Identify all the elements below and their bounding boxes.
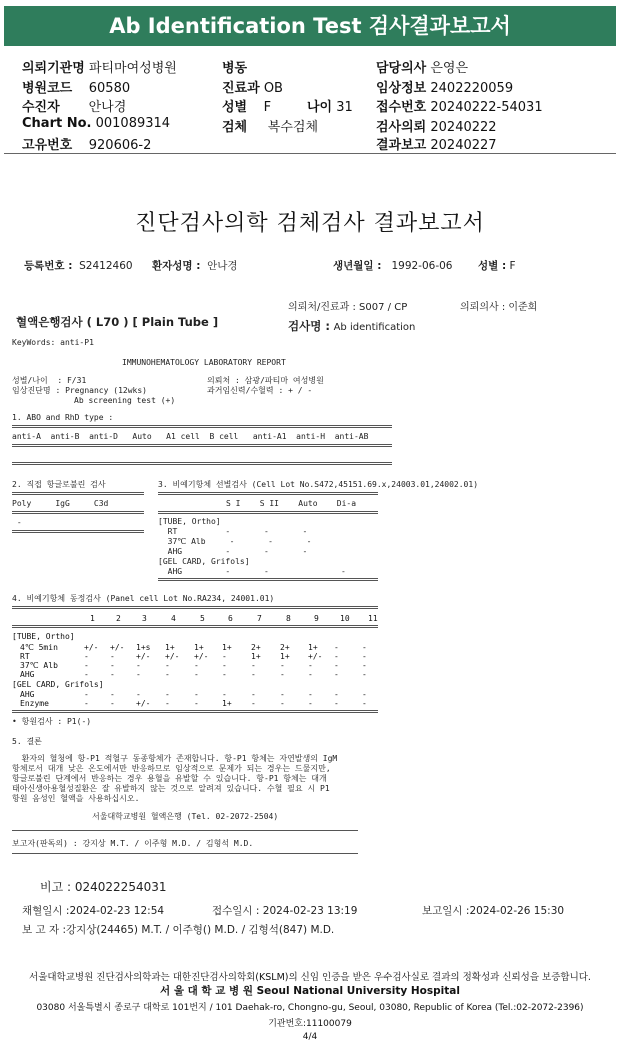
panel-cell: 1+ [222,699,232,708]
panel-cell: 2+ [280,643,290,652]
remark: 비고 : 024022254031 [40,880,167,894]
dept-field: 진료과 OB [222,81,283,96]
test-name: 검사명 : Ab identification [288,319,416,333]
panel-cell: - [222,690,227,699]
certification-note: 서울대학교병원 진단검사의학과는 대한진단검사의학회(KSLM)의 신임 인증을 받은 우수검사실로 결과의 정확성과 신뢰성을 보증합니다. [29,972,591,983]
conclusion-line: 태아신생아용혈성질환은 잘 유발하지 않는 것으로 알려져 있습니다. 수혈 필요 시 P1 [12,784,330,793]
panel-col-header: 4 [171,614,176,623]
rule [12,444,392,447]
request-date-field: 검사의뢰 20240222 [376,120,497,135]
rule [12,830,358,831]
panel-cell: - [280,690,285,699]
patient-sex: 성별 : F [478,260,516,272]
hospital-name: 서 울 대 학 교 병 원 Seoul National University Hospital [160,985,460,997]
panel-col-header: 2 [116,614,121,623]
history-line: 과거임신력/수혈력 : + / - [207,386,313,395]
panel-cell: - [136,690,141,699]
panel-cell: - [308,661,313,670]
hospital-code-field: 병원코드 60580 [22,81,131,96]
chart-number-field: Chart No. 001089314 [22,116,171,131]
panel-cell: - [136,661,141,670]
rule [12,425,392,428]
panel-cell: - [334,690,339,699]
unique-id-field: 고유번호 920606-2 [22,138,152,153]
panel-cell: - [334,643,339,652]
sex-field: 성별 F [222,100,272,115]
panel-cell: - [280,670,285,679]
panel-cell: - [110,652,115,661]
reg-number: 등록번호 : S2412460 [24,260,133,272]
panel-cell: - [334,652,339,661]
rule [12,462,392,465]
panel-cell: - [251,661,256,670]
requesting-doctor: 의뢰의사 : 이준희 [460,302,538,313]
panel-cell: - [251,690,256,699]
screen-header: S I S II Auto Di-a [226,499,357,508]
panel-cell: - [251,699,256,708]
panel-cell: 1+ [280,652,290,661]
panel-cell: - [334,661,339,670]
panel-cell: - [308,699,313,708]
screen-row: [GEL CARD, Grifols] [158,557,250,566]
panel-cell: - [165,661,170,670]
rule [158,578,378,581]
org-code: 기관번호:11100079 [268,1019,352,1029]
panel-row-label: Enzyme [20,699,49,708]
screen-title: 3. 비예기항체 선별검사 (Cell Lot No.S472,45151.69.x,24003.01,24002.01) [158,480,479,489]
panel-cell: - [194,661,199,670]
abo-header: anti-A anti-B anti-D Auto A1 cell B cell anti-A1 anti-H anti-AB [12,432,369,441]
panel-cell: 2+ [251,643,261,652]
panel-group-label: [GEL CARD, Grifols] [12,680,104,689]
rule [12,606,378,609]
panel-col-header: 6 [228,614,233,623]
header-divider [4,153,616,154]
rule [12,530,144,533]
panel-cell: - [136,670,141,679]
panel-col-header: 8 [286,614,291,623]
panel-cell: - [222,652,227,661]
panel-col-header: 3 [142,614,147,623]
screen-row: 37℃ Alb - - - [158,537,312,546]
panel-cell: - [362,661,367,670]
conclusion-line: 항원 음성인 혈액을 사용하십시오. [12,794,140,803]
panel-cell: - [222,661,227,670]
received-time: 접수일시 : 2024-02-23 13:19 [212,905,358,917]
panel-cell: - [194,699,199,708]
panel-cell: +/- [194,652,209,661]
dept-line: 의뢰처/진료과 : S007 / CP [288,302,408,313]
hospital-address: 03080 서울특별시 종로구 대학로 101번지 / 101 Daehak-ro, Chongno-gu, Seoul, 03080, Republic of Korea (Tel.:02-2072-2396) [36,1003,584,1013]
client-field: 의뢰기관명 파티마여성병원 [22,61,177,76]
reported-time: 보고일시 :2024-02-26 15:30 [422,905,565,917]
panel-cell: - [110,670,115,679]
panel-cell: 1+ [194,643,204,652]
panel-cell: +/- [136,652,151,661]
panel-row-label: RT [20,652,30,661]
panel-title: 4. 비예기항체 동정검사 (Panel cell Lot No.RA234, 24001.01) [12,594,275,603]
conclusion-line: 항글로불린 단계에서 반응하는 경우 용혈을 유발할 수 있습니다. 항-P1 항체는 대개 [12,774,327,783]
panel-cell: 1+ [308,643,318,652]
panel-cell: - [84,699,89,708]
panel-col-header: 11 [368,614,378,623]
panel-cell: - [194,690,199,699]
section-title: 혈액은행검사 ( L70 ) [ Plain Tube ] [16,315,219,329]
panel-row-label: AHG [20,670,35,679]
patient-field: 수진자 안나경 [22,100,127,115]
birth-date: 생년월일 : 1992-06-06 [333,260,453,272]
panel-cell: - [165,690,170,699]
patient-name: 환자성명 : 안나경 [152,260,238,272]
panel-cell: +/- [165,652,180,661]
panel-col-header: 9 [314,614,319,623]
panel-cell: +/- [308,652,323,661]
rule [12,492,144,495]
panel-cell: +/- [84,643,99,652]
panel-cell: - [84,690,89,699]
collected-time: 채혈일시 :2024-02-23 12:54 [22,905,165,917]
panel-cell: - [334,699,339,708]
panel-cell: - [110,690,115,699]
screen-row: AHG - - - [158,547,308,556]
rule [158,511,378,514]
age-field: 나이 31 [307,100,353,115]
report-banner: Ab Identification Test 검사결과보고서 [4,6,616,46]
panel-cell: - [110,661,115,670]
panel-cell: - [362,652,367,661]
ward-field: 병동 [222,61,248,76]
screen-line: Ab screening test (+) [74,396,176,405]
reporter: 보 고 자 :강지상(24465) M.T. / 이주형() M.D. / 김형석(847) M.D. [22,924,335,936]
panel-cell: 1+ [165,643,175,652]
screen-row: RT - - - [158,527,308,536]
dat-header: Poly IgG C3d [12,499,109,508]
panel-cell: - [194,670,199,679]
rule [12,710,378,713]
panel-cell: - [308,690,313,699]
rule [12,853,358,854]
panel-col-header: 7 [257,614,262,623]
antigen-result: • 항원검사 : P1(-) [12,717,92,726]
sex-age-line: 성별/나이 : F/31 [12,376,87,385]
specimen-field: 검체 복수검체 [222,120,319,135]
dat-row: - [12,518,22,527]
panel-cell: - [165,670,170,679]
panel-cell: - [362,643,367,652]
panel-cell: - [84,670,89,679]
panel-cell: - [334,670,339,679]
conclusion-line: 환자의 혈청에 항-P1 적혈구 동종항체가 존재합니다. 항-P1 항체는 자연발생의 IgM [12,754,338,763]
doctor-field: 담당의사 은영은 [376,61,469,76]
panel-cell: - [110,699,115,708]
rule [12,511,144,514]
panel-cell: +/- [136,699,151,708]
lab-title: IMMUNOHEMATOLOGY LABORATORY REPORT [122,358,286,367]
panel-row-label: 4℃ 5min [20,643,58,652]
panel-cell: - [84,652,89,661]
reporters-line: 보고자(판독의) : 강지상 M.T. / 이주형 M.D. / 김형석 M.D. [12,839,254,848]
dat-title: 2. 직접 항글로불린 검사 [12,480,106,489]
receipt-number-field: 접수번호 20240222-54031 [376,100,543,115]
panel-cell: 1+ [251,652,261,661]
conclusion-title: 5. 결론 [12,737,42,746]
panel-cell: - [308,670,313,679]
panel-cell: 1+s [136,643,151,652]
panel-cell: - [362,670,367,679]
screen-row: [TUBE, Ortho] [158,517,221,526]
blood-bank-line: 서울대학교병원 혈액은행 (Tel. 02-2072-2504) [92,812,279,821]
panel-group-label: [TUBE, Ortho] [12,632,75,641]
panel-cell: - [362,699,367,708]
panel-cell: - [280,699,285,708]
screen-row: AHG - - - [158,567,346,576]
rule [12,625,378,628]
panel-row-label: AHG [20,690,35,699]
keywords: KeyWords: anti-P1 [12,338,94,347]
diagnosis-line: 임상진단명 : Pregnancy (12wks) [12,386,147,395]
page-number: 4/4 [302,1032,318,1042]
report-date-field: 결과보고 20240227 [376,138,497,153]
panel-cell: - [280,661,285,670]
panel-col-header: 5 [200,614,205,623]
panel-cell: - [165,699,170,708]
panel-cell: 1+ [222,643,232,652]
referral-line: 의뢰처 : 삼광/파티마 여성병원 [207,376,324,385]
conclusion-line: 항체로서 대개 낮은 온도에서만 반응하므로 임상적으로 문제가 되는 경우는 드물지만, [12,764,331,773]
panel-cell: - [84,661,89,670]
panel-col-header: 10 [340,614,350,623]
panel-cell: - [251,670,256,679]
panel-row-label: 37℃ Alb [20,661,58,670]
rule [158,492,378,495]
panel-cell: - [362,690,367,699]
panel-cell: +/- [110,643,125,652]
abo-title: 1. ABO and RhD type : [12,413,114,422]
report-title: 진단검사의학 검체검사 결과보고서 [135,211,485,236]
clinical-info-field: 임상정보 2402220059 [376,81,514,96]
panel-col-header: 1 [90,614,95,623]
panel-cell: - [222,670,227,679]
